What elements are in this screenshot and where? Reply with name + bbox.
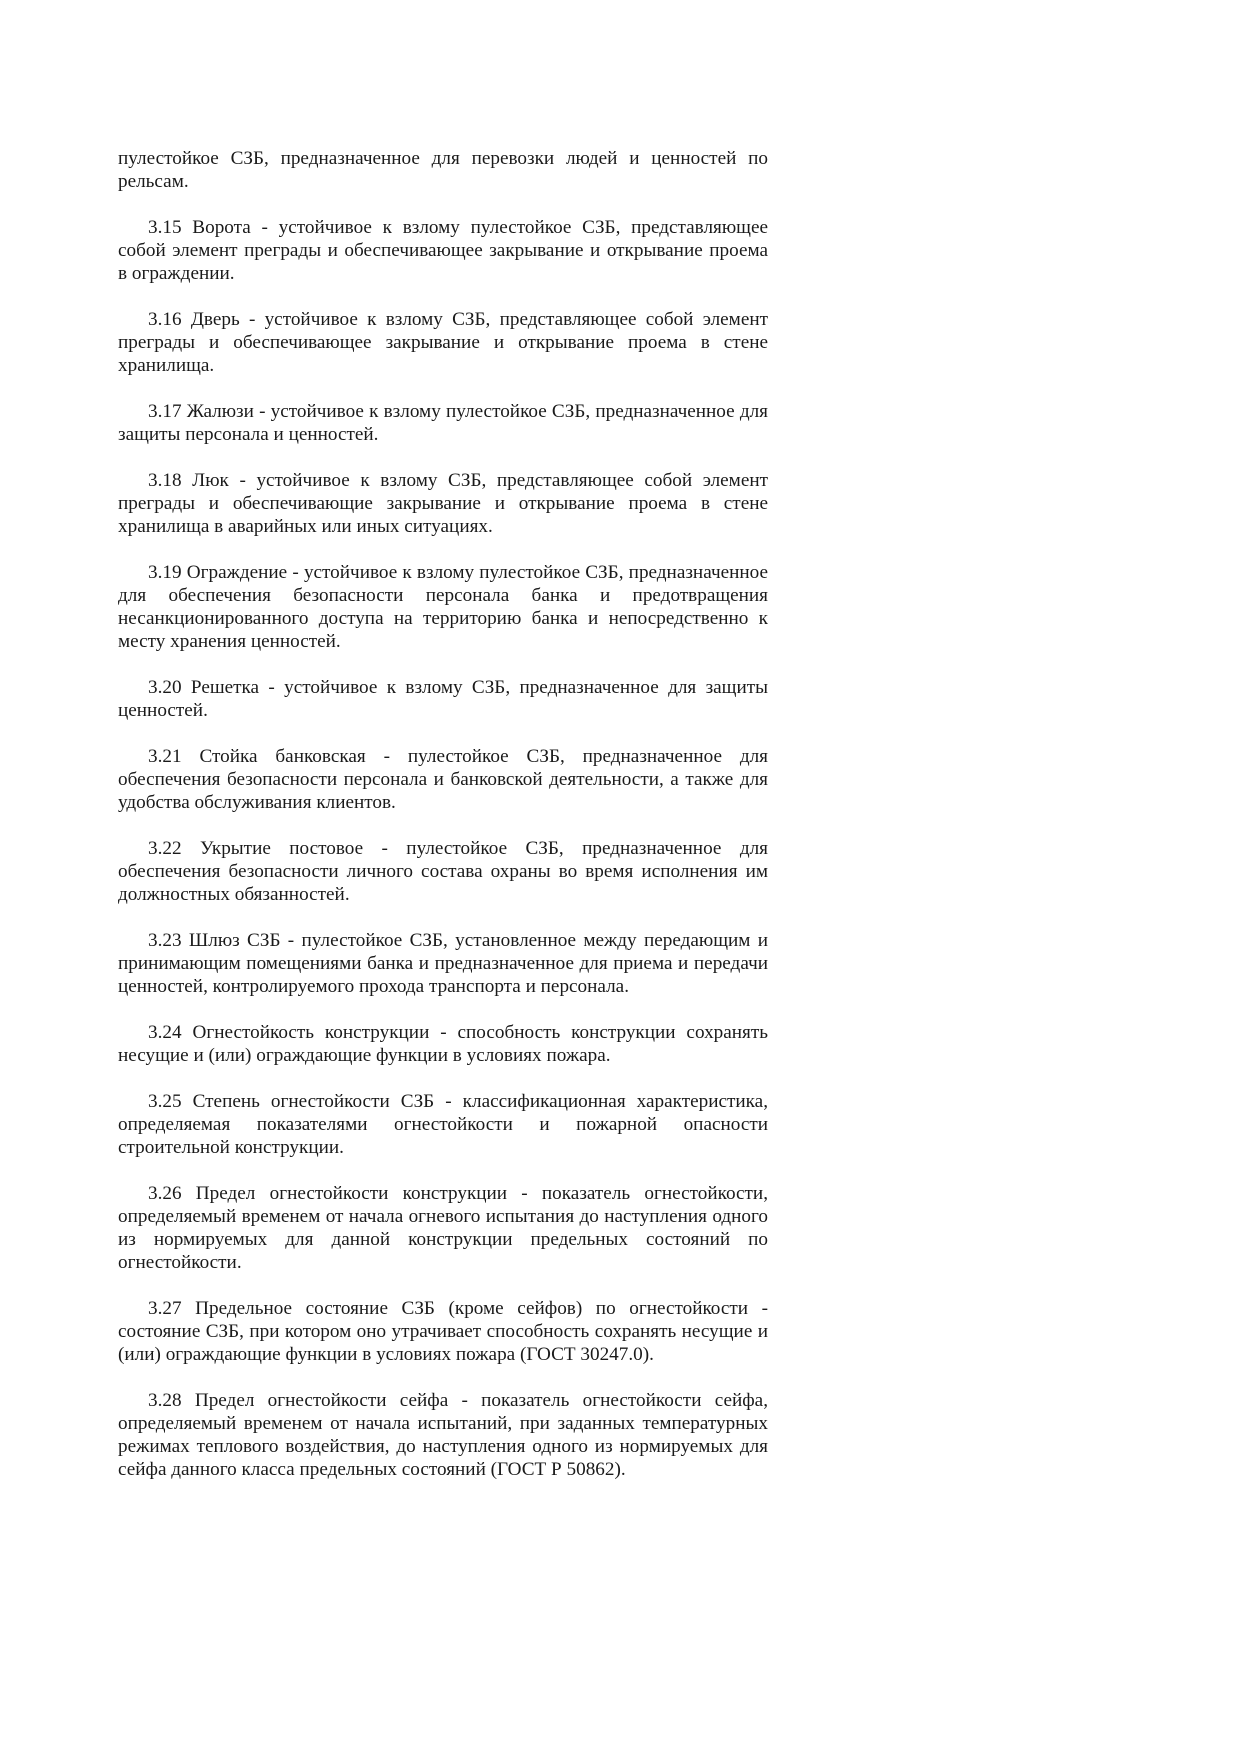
clause-3-20: 3.20 Решетка - устойчивое к взлому СЗБ, предназначенное для защиты ценностей. (118, 677, 768, 721)
clause-3-24: 3.24 Огнестойкость конструкции - способность конструкции сохранять несущие и (или) ограждающие функции в условиях пожара. (118, 1022, 768, 1066)
clause-3-17: 3.17 Жалюзи - устойчивое к взлому пулестойкое СЗБ, предназначенное для защиты персонала и ценностей. (118, 401, 768, 445)
clause-3-18: 3.18 Люк - устойчивое к взлому СЗБ, представляющее собой элемент преграды и обеспечивающие закрывание и открывание проема в стене хранилища в аварийных или иных ситуациях. (118, 470, 768, 537)
clause-3-27: 3.27 Предельное состояние СЗБ (кроме сейфов) по огнестойкости - состояние СЗБ, при котором оно утрачивает способность сохранять несущие и (или) ограждающие функции в условиях пожара (ГОСТ 30247.0). (118, 1298, 768, 1365)
clause-3-16: 3.16 Дверь - устойчивое к взлому СЗБ, представляющее собой элемент преграды и обеспечивающее закрывание и открывание проема в стене хранилища. (118, 309, 768, 376)
paragraph-continuation: пулестойкое СЗБ, предназначенное для перевозки людей и ценностей по рельсам. (118, 148, 768, 192)
clause-3-15: 3.15 Ворота - устойчивое к взлому пулестойкое СЗБ, представляющее собой элемент преграды и обеспечивающее закрывание и открывание проема в ограждении. (118, 217, 768, 284)
clause-3-28: 3.28 Предел огнестойкости сейфа - показатель огнестойкости сейфа, определяемый временем от начала испытаний, при заданных температурных режимах теплового воздействия, до наступления одного из нормируемых для сейфа данного класса предельных состояний (ГОСТ Р 50862). (118, 1390, 768, 1480)
clause-3-21: 3.21 Стойка банковская - пулестойкое СЗБ, предназначенное для обеспечения безопасности персонала и банковской деятельности, а также для удобства обслуживания клиентов. (118, 746, 768, 813)
clause-3-19: 3.19 Ограждение - устойчивое к взлому пулестойкое СЗБ, предназначенное для обеспечения безопасности персонала банка и предотвращения несанкционированного доступа на территорию банка и непосредственно к месту хранения ценностей. (118, 562, 768, 652)
document-body (118, 147, 768, 1504)
clause-3-26: 3.26 Предел огнестойкости конструкции - показатель огнестойкости, определяемый временем от начала огневого испытания до наступления одного из нормируемых для данной конструкции предельных состояний по огнестойкости. (118, 1183, 768, 1273)
clause-3-23: 3.23 Шлюз СЗБ - пулестойкое СЗБ, установленное между передающим и принимающим помещениями банка и предназначенное для приема и передачи ценностей, контролируемого прохода транспорта и персонала. (118, 930, 768, 997)
clause-3-25: 3.25 Степень огнестойкости СЗБ - классификационная характеристика, определяемая показателями огнестойкости и пожарной опасности строительной конструкции. (118, 1091, 768, 1158)
clause-3-22: 3.22 Укрытие постовое - пулестойкое СЗБ, предназначенное для обеспечения безопасности личного состава охраны во время исполнения им должностных обязанностей. (118, 838, 768, 905)
